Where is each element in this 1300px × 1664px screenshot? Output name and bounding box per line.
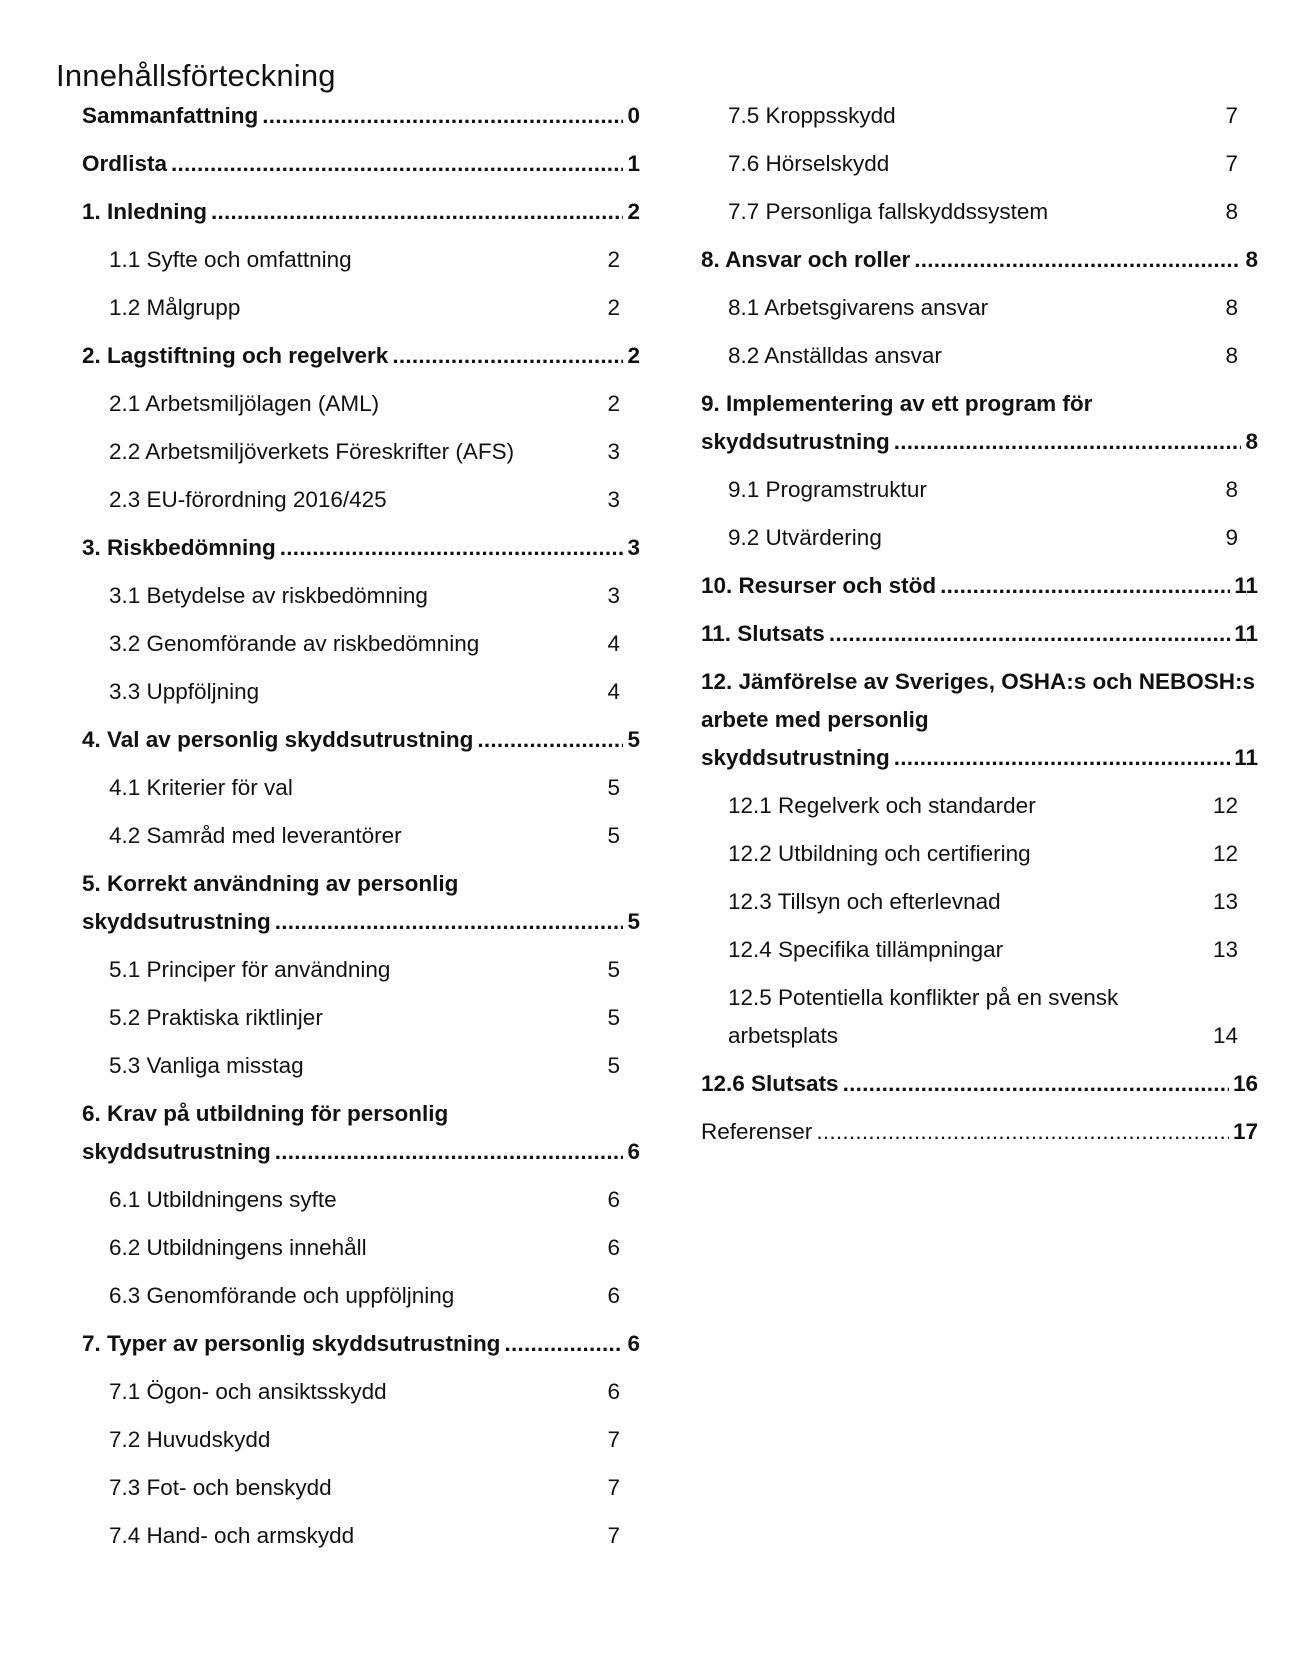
toc-page-number: 5	[627, 727, 640, 752]
toc-entry-label: 12.5 Potentiella konflikter på en svensk arbetsplats	[728, 985, 1119, 1048]
toc-entry[interactable]	[82, 817, 640, 855]
toc-page-number: 8	[1245, 429, 1258, 454]
toc-entry[interactable]	[82, 1229, 640, 1267]
toc-entry-label: 2. Lagstiftning och regelverk	[82, 343, 389, 368]
toc-entry-label: 10. Resurser och stöd	[701, 573, 937, 598]
toc-page-number: 6	[607, 1235, 620, 1260]
toc-dot-leader	[829, 615, 1230, 653]
toc-dot-leader	[894, 739, 1230, 777]
toc-page-number: 8	[1225, 477, 1238, 502]
toc-dot-leader	[940, 567, 1230, 605]
toc-page-number: 5	[607, 823, 620, 848]
toc-entry-label: 3.1 Betydelse av riskbedömning	[109, 583, 428, 608]
toc-page-number: 3	[607, 583, 620, 608]
toc-page-number: 13	[1212, 937, 1238, 962]
toc-entry-label: 7.5 Kroppsskydd	[728, 103, 896, 128]
toc-entry-label: skyddsutrustning	[701, 429, 890, 454]
toc-dot-leader	[816, 1113, 1229, 1151]
toc-entry-label: 4. Val av personlig skyddsutrustning	[82, 727, 474, 752]
toc-entry-label: 8. Ansvar och roller	[701, 247, 911, 272]
toc-entry-label: 7.6 Hörselskydd	[728, 151, 890, 176]
toc-entry-label: 6.2 Utbildningens innehåll	[109, 1235, 367, 1260]
toc-dot-leader	[262, 97, 623, 135]
toc-entry-label: 7.4 Hand- och armskydd	[109, 1523, 355, 1548]
toc-page-number: 3	[607, 439, 620, 464]
toc-entry-label: 8.2 Anställdas ansvar	[728, 343, 942, 368]
toc-page-number: 7	[1225, 151, 1238, 176]
toc-entry[interactable]	[82, 385, 640, 423]
toc-entry[interactable]	[82, 625, 640, 663]
toc-entry[interactable]	[701, 385, 1258, 461]
toc-entry-label: 2.1 Arbetsmiljölagen (AML)	[109, 391, 380, 416]
toc-page-number: 8	[1225, 295, 1238, 320]
toc-page-number: 2	[607, 295, 620, 320]
toc-entry[interactable]	[82, 1095, 640, 1171]
toc-dot-leader	[477, 721, 623, 759]
toc-page-number: 5	[607, 775, 620, 800]
toc-page-number: 6	[607, 1379, 620, 1404]
toc-entry[interactable]	[701, 1065, 1258, 1103]
toc-page-number: 11	[1234, 621, 1258, 646]
toc-entry[interactable]	[82, 999, 640, 1037]
toc-dot-leader	[275, 903, 624, 941]
toc-page-number: 5	[607, 957, 620, 982]
toc-entry[interactable]	[82, 673, 640, 711]
toc-entry-label: 9.2 Utvärdering	[728, 525, 882, 550]
toc-entry[interactable]	[82, 481, 640, 519]
toc-entry[interactable]	[82, 1181, 640, 1219]
toc-entry-label: 7.7 Personliga fallskyddssystem	[728, 199, 1049, 224]
toc-entry-label: 6.1 Utbildningens syfte	[109, 1187, 337, 1212]
toc-entry[interactable]	[701, 337, 1258, 375]
toc-entry-label: 9.1 Programstruktur	[728, 477, 927, 502]
toc-entry[interactable]	[82, 337, 640, 375]
toc-page-number: 3	[607, 487, 620, 512]
toc-entry-label: 8.1 Arbetsgivarens ansvar	[728, 295, 989, 320]
toc-entry-label-line: 9. Implementering av ett program för	[701, 391, 1093, 416]
toc-entry[interactable]	[82, 1277, 640, 1315]
toc-page-number: 12	[1212, 841, 1238, 866]
toc-entry-label: 1.2 Målgrupp	[109, 295, 241, 320]
toc-page-number: 6	[607, 1283, 620, 1308]
toc-dot-leader	[280, 529, 624, 567]
toc-page-number: 6	[607, 1187, 620, 1212]
toc-entry-label: 1. Inledning	[82, 199, 208, 224]
toc-entry[interactable]	[82, 145, 640, 183]
toc-entry[interactable]	[82, 529, 640, 567]
toc-entry[interactable]	[82, 865, 640, 941]
toc-dot-leader	[914, 241, 1241, 279]
toc-page-number: 6	[627, 1331, 640, 1356]
toc-page-number: 6	[627, 1139, 640, 1164]
toc-column-right	[701, 97, 1258, 1161]
toc-page-number: 11	[1234, 573, 1258, 598]
toc-entry-label-line: 6. Krav på utbildning för personlig	[82, 1101, 449, 1126]
toc-dot-leader	[504, 1325, 623, 1363]
toc-entry-label: 2.2 Arbetsmiljöverkets Föreskrifter (AFS)	[109, 439, 515, 464]
toc-entry[interactable]	[701, 145, 1258, 183]
toc-entry-label: 2.3 EU-förordning 2016/425	[109, 487, 387, 512]
toc-page-number: 7	[607, 1523, 620, 1548]
toc-entry[interactable]	[82, 1469, 640, 1507]
toc-page-number: 5	[627, 909, 640, 934]
toc-entry-label-line: 5. Korrekt användning av personlig	[82, 871, 459, 896]
toc-page-number: 13	[1212, 889, 1238, 914]
toc-page-number: 2	[607, 391, 620, 416]
toc-page-number: 1	[627, 151, 640, 176]
toc-entry-label: 6.3 Genomförande och uppföljning	[109, 1283, 455, 1308]
toc-entry-label: 11. Slutsats	[701, 621, 825, 646]
toc-entry[interactable]	[701, 663, 1258, 777]
toc-page-number: 8	[1225, 343, 1238, 368]
toc-column-left	[82, 97, 640, 1565]
toc-entry[interactable]	[82, 721, 640, 759]
toc-entry[interactable]	[82, 1325, 640, 1363]
toc-entry[interactable]	[701, 97, 1258, 135]
toc-entry-label: 1.1 Syfte och omfattning	[109, 247, 352, 272]
toc-entry-label: Referenser	[701, 1119, 813, 1144]
toc-entry[interactable]	[701, 787, 1258, 825]
toc-page-number: 0	[627, 103, 640, 128]
toc-entry-label: skyddsutrustning	[701, 745, 890, 770]
toc-entry[interactable]	[82, 769, 640, 807]
toc-page-number: 3	[627, 535, 640, 560]
toc-page-number: 12	[1212, 793, 1238, 818]
toc-entry-label: 12.2 Utbildning och certifiering	[728, 841, 1031, 866]
toc-dot-leader	[275, 1133, 624, 1171]
toc-page-number: 2	[627, 343, 640, 368]
toc-page-number: 16	[1232, 1071, 1258, 1096]
toc-entry[interactable]	[82, 577, 640, 615]
toc-entry-label: 12.1 Regelverk och standarder	[728, 793, 1036, 818]
toc-entry-label: 7.2 Huvudskydd	[109, 1427, 271, 1452]
toc-entry-label: 5.2 Praktiska riktlinjer	[109, 1005, 323, 1030]
page-title: Innehållsförteckning	[56, 58, 336, 93]
toc-page-number: 8	[1245, 247, 1258, 272]
toc-dot-leader	[894, 423, 1242, 461]
toc-entry-label: 7. Typer av personlig skyddsutrustning	[82, 1331, 501, 1356]
toc-page-number: 9	[1225, 525, 1238, 550]
toc-entry-label: 7.1 Ögon- och ansiktsskydd	[109, 1379, 387, 1404]
toc-entry[interactable]	[82, 241, 640, 279]
toc-entry-label: 4.2 Samråd med leverantörer	[109, 823, 402, 848]
toc-entry-label: 3.3 Uppföljning	[109, 679, 260, 704]
toc-entry[interactable]	[82, 1047, 640, 1085]
toc-page-number: 4	[607, 679, 620, 704]
toc-entry-label: 3. Riskbedömning	[82, 535, 276, 560]
toc-dot-leader	[171, 145, 623, 183]
toc-entry[interactable]	[701, 835, 1258, 873]
toc-page-number: 8	[1225, 199, 1238, 224]
toc-entry-label: 12.4 Specifika tillämpningar	[728, 937, 1004, 962]
toc-entry[interactable]	[701, 883, 1258, 921]
toc-entry-label: skyddsutrustning	[82, 909, 271, 934]
toc-entry[interactable]	[82, 433, 640, 471]
toc-dot-leader	[392, 337, 623, 375]
toc-entry[interactable]	[701, 615, 1258, 653]
toc-entry[interactable]	[701, 519, 1258, 557]
toc-page-number: 7	[607, 1475, 620, 1500]
toc-entry[interactable]	[82, 193, 640, 231]
toc-page-number: 2	[627, 199, 640, 224]
toc-dot-leader	[843, 1065, 1229, 1103]
toc-page-number: 2	[607, 247, 620, 272]
toc-page-number: 4	[607, 631, 620, 656]
toc-entry[interactable]	[701, 289, 1258, 327]
toc-entry[interactable]	[701, 567, 1258, 605]
toc-entry[interactable]	[82, 1373, 640, 1411]
toc-page-number: 11	[1234, 745, 1258, 770]
toc-entry-label: Sammanfattning	[82, 103, 259, 128]
toc-entry[interactable]	[701, 471, 1258, 509]
toc-entry[interactable]	[82, 1421, 640, 1459]
toc-entry-label: 5.1 Principer för användning	[109, 957, 391, 982]
toc-entry[interactable]	[701, 1113, 1258, 1151]
toc-page-number: 7	[1225, 103, 1238, 128]
toc-entry-label: 7.3 Fot- och benskydd	[109, 1475, 332, 1500]
toc-entry-label: skyddsutrustning	[82, 1139, 271, 1164]
toc-page-number: 5	[607, 1053, 620, 1078]
toc-entry-label: 3.2 Genomförande av riskbedömning	[109, 631, 480, 656]
toc-entry[interactable]	[701, 931, 1258, 969]
toc-entry-label: 12.3 Tillsyn och efterlevnad	[728, 889, 1001, 914]
toc-page-number: 5	[607, 1005, 620, 1030]
toc-entry[interactable]	[82, 289, 640, 327]
toc-entry[interactable]	[82, 97, 640, 135]
toc-entry[interactable]	[701, 241, 1258, 279]
toc-entry[interactable]	[701, 979, 1258, 1055]
toc-entry-label-line: 12. Jämförelse av Sveriges, OSHA:s och NEBOSH:s arbete med personlig	[701, 669, 1255, 732]
toc-dot-leader	[211, 193, 623, 231]
toc-entry-label: 5.3 Vanliga misstag	[109, 1053, 304, 1078]
toc-entry[interactable]	[82, 1517, 640, 1555]
toc-entry-label: 4.1 Kriterier för val	[109, 775, 293, 800]
toc-entry[interactable]	[82, 951, 640, 989]
toc-entry[interactable]	[701, 193, 1258, 231]
toc-page-number: 14	[1212, 1023, 1238, 1048]
toc-entry-label: 12.6 Slutsats	[701, 1071, 839, 1096]
toc-page-number: 7	[607, 1427, 620, 1452]
toc-entry-label: Ordlista	[82, 151, 168, 176]
toc-page-number: 17	[1232, 1119, 1258, 1144]
